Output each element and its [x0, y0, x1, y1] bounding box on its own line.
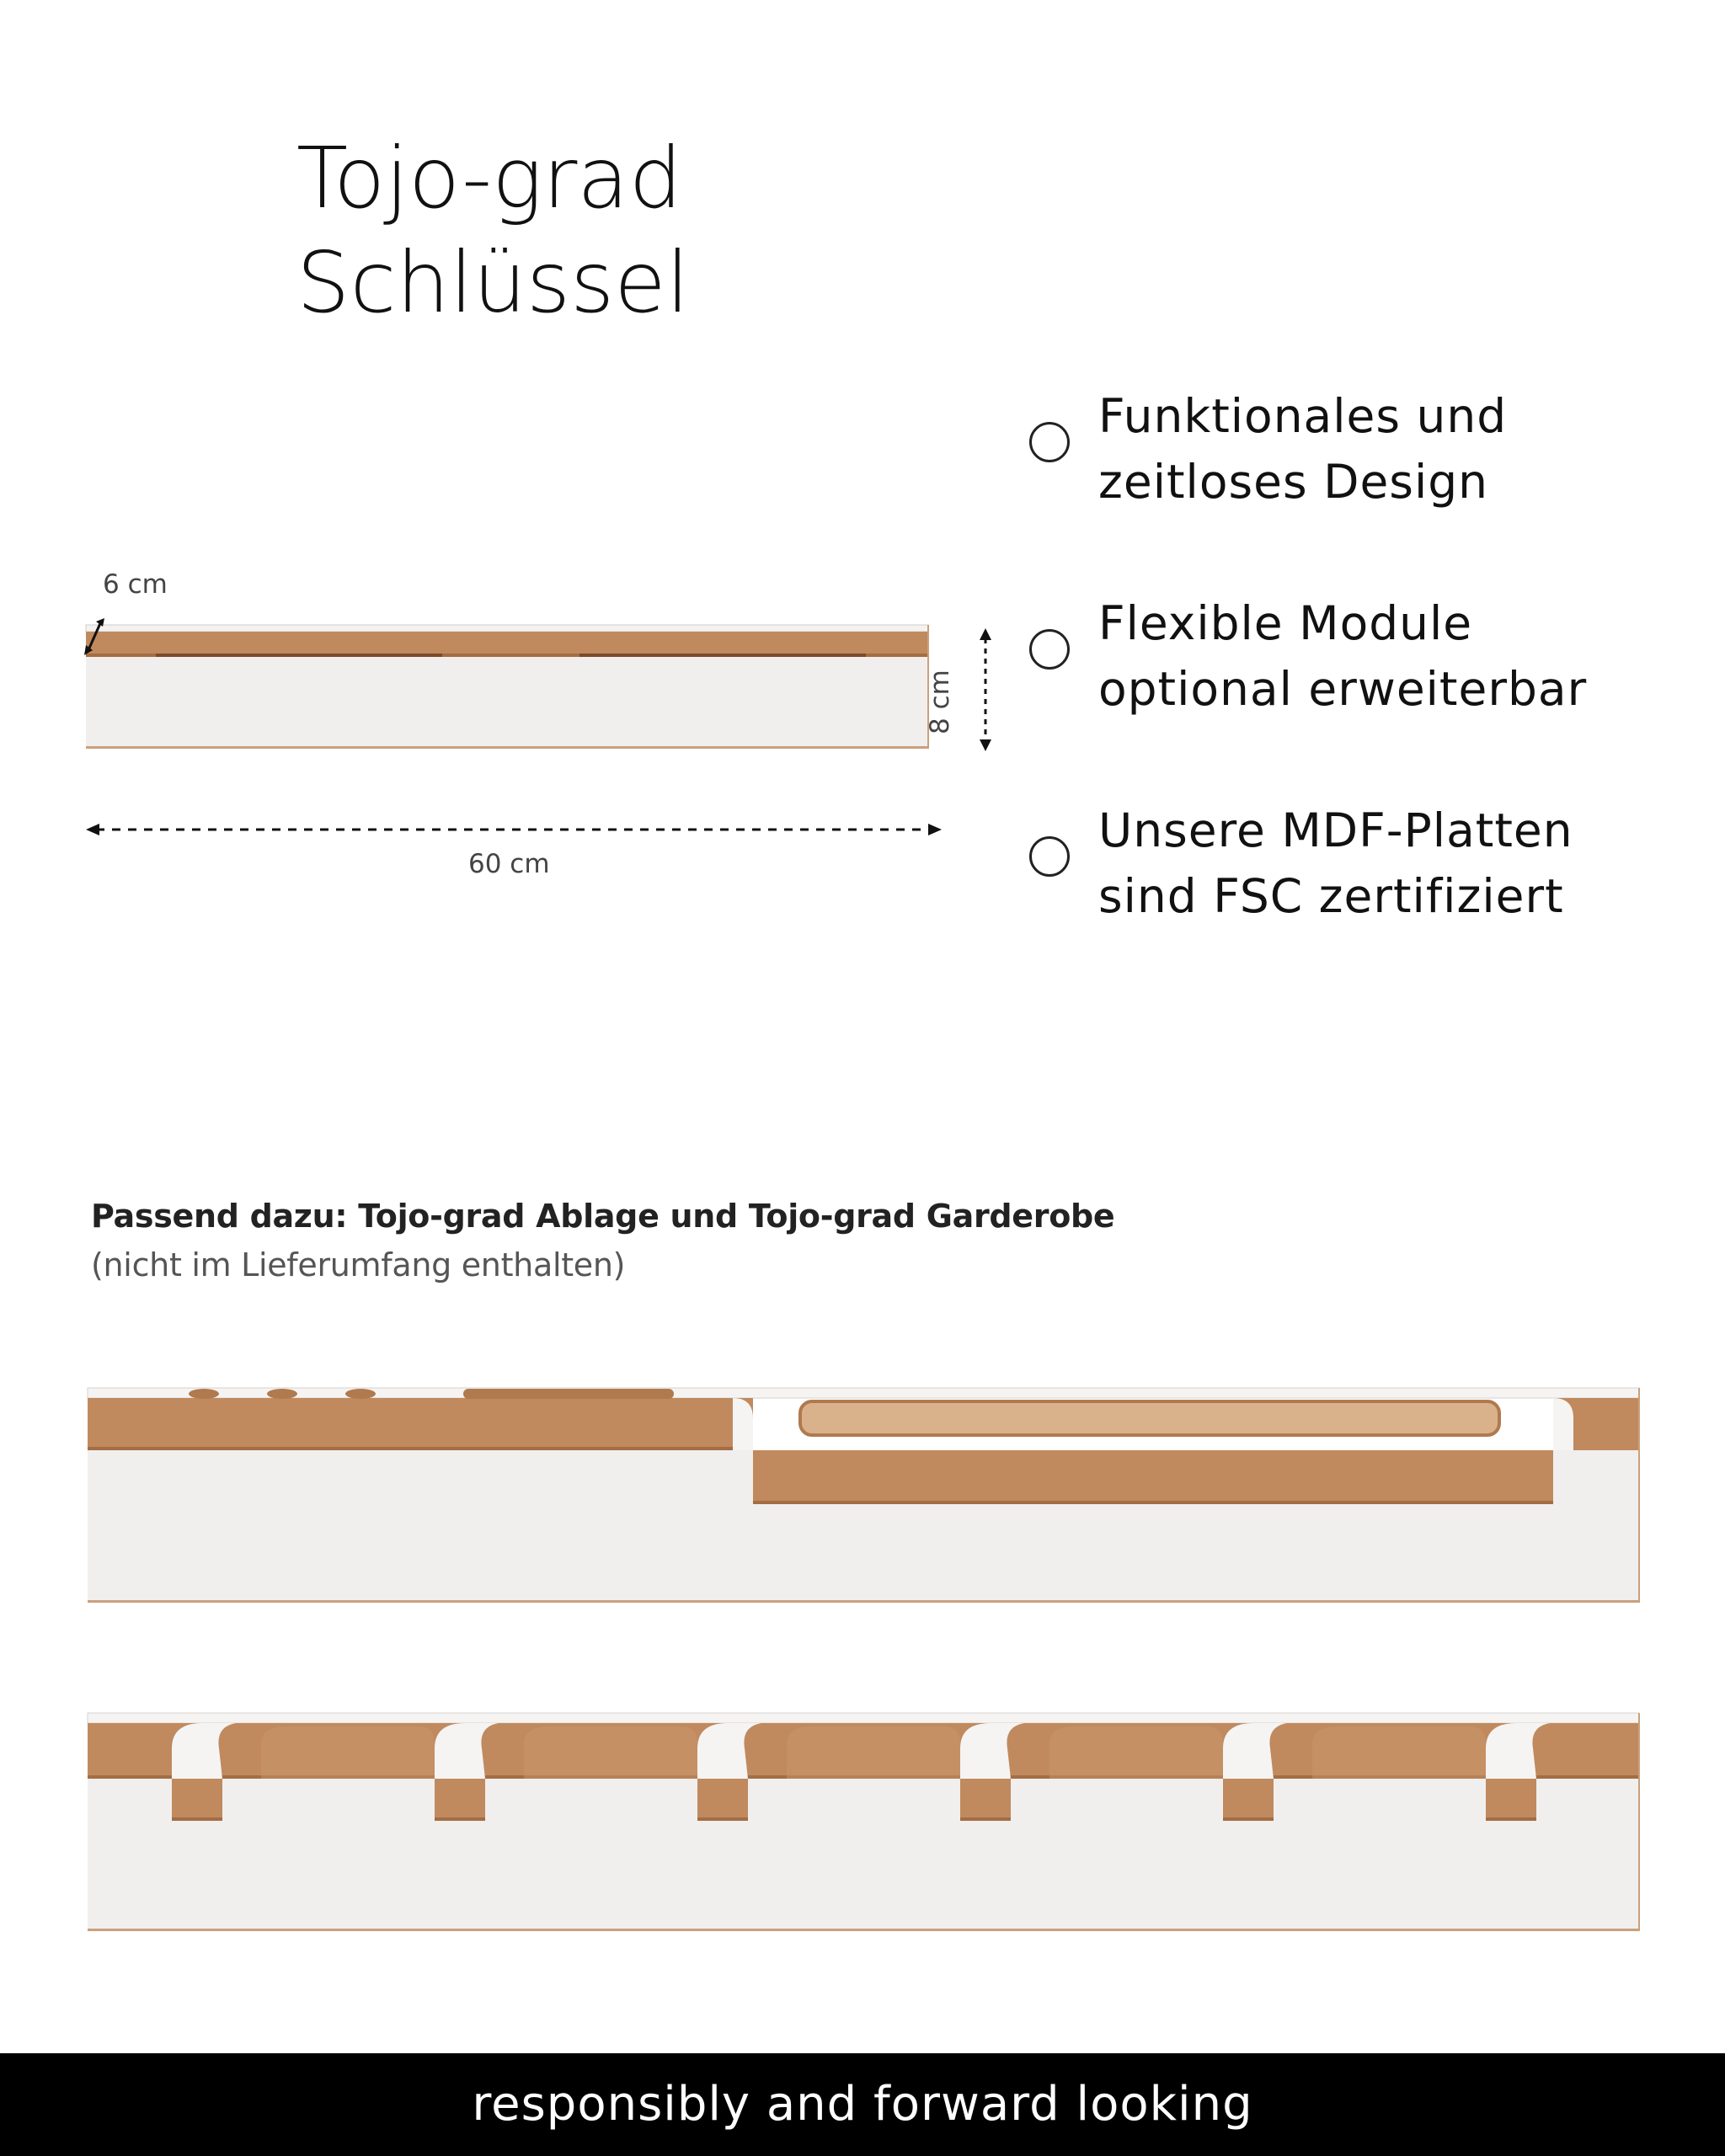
feature-item — [1029, 383, 1686, 518]
title-line-1: Tojo-grad — [296, 129, 683, 227]
tray-inset — [800, 1401, 1499, 1435]
feature-line: Funktionales und — [1098, 389, 1508, 443]
depth-label: 6 cm — [103, 569, 168, 600]
footer-bar — [0, 2053, 1725, 2156]
key-shelf-wood — [86, 632, 928, 657]
pen-hole — [345, 1389, 376, 1399]
feature-line: zeitloses Design — [1098, 455, 1489, 509]
key-shelf-top — [86, 625, 928, 632]
height-label: 8 cm — [925, 670, 955, 734]
feature-line: sind FSC zertifiziert — [1098, 869, 1564, 923]
related-note: (nicht im Lieferumfang enthalten) — [91, 1246, 626, 1283]
page-title — [296, 126, 690, 335]
coat-rail-illustration — [84, 1710, 1644, 1937]
feature-line: optional erweiterbar — [1098, 662, 1588, 716]
circle-bullet-icon — [1029, 422, 1070, 462]
tray-shelf-wood-left — [88, 1398, 753, 1450]
phone-slot — [463, 1389, 674, 1399]
key-shelf-front — [86, 657, 928, 748]
width-label: 60 cm — [468, 849, 550, 879]
width-arrow — [84, 817, 943, 842]
feature-item — [1029, 590, 1686, 725]
feature-line: Flexible Module — [1098, 596, 1473, 650]
related-heading: Passend dazu: Tojo-grad Ablage und Tojo-grad Garderobe — [91, 1198, 1115, 1235]
footer-tagline: responsibly and forward looking — [472, 2077, 1253, 2132]
circle-bullet-icon — [1029, 629, 1070, 670]
title-line-2: Schlüssel — [296, 233, 690, 332]
pen-hole — [189, 1389, 219, 1399]
feature-line: Unsere MDF-Platten — [1098, 803, 1573, 857]
tray-shelf-illustration — [84, 1381, 1644, 1609]
tray-front — [753, 1450, 1553, 1504]
circle-bullet-icon — [1029, 836, 1070, 877]
pen-hole — [267, 1389, 297, 1399]
feature-item — [1029, 798, 1686, 932]
